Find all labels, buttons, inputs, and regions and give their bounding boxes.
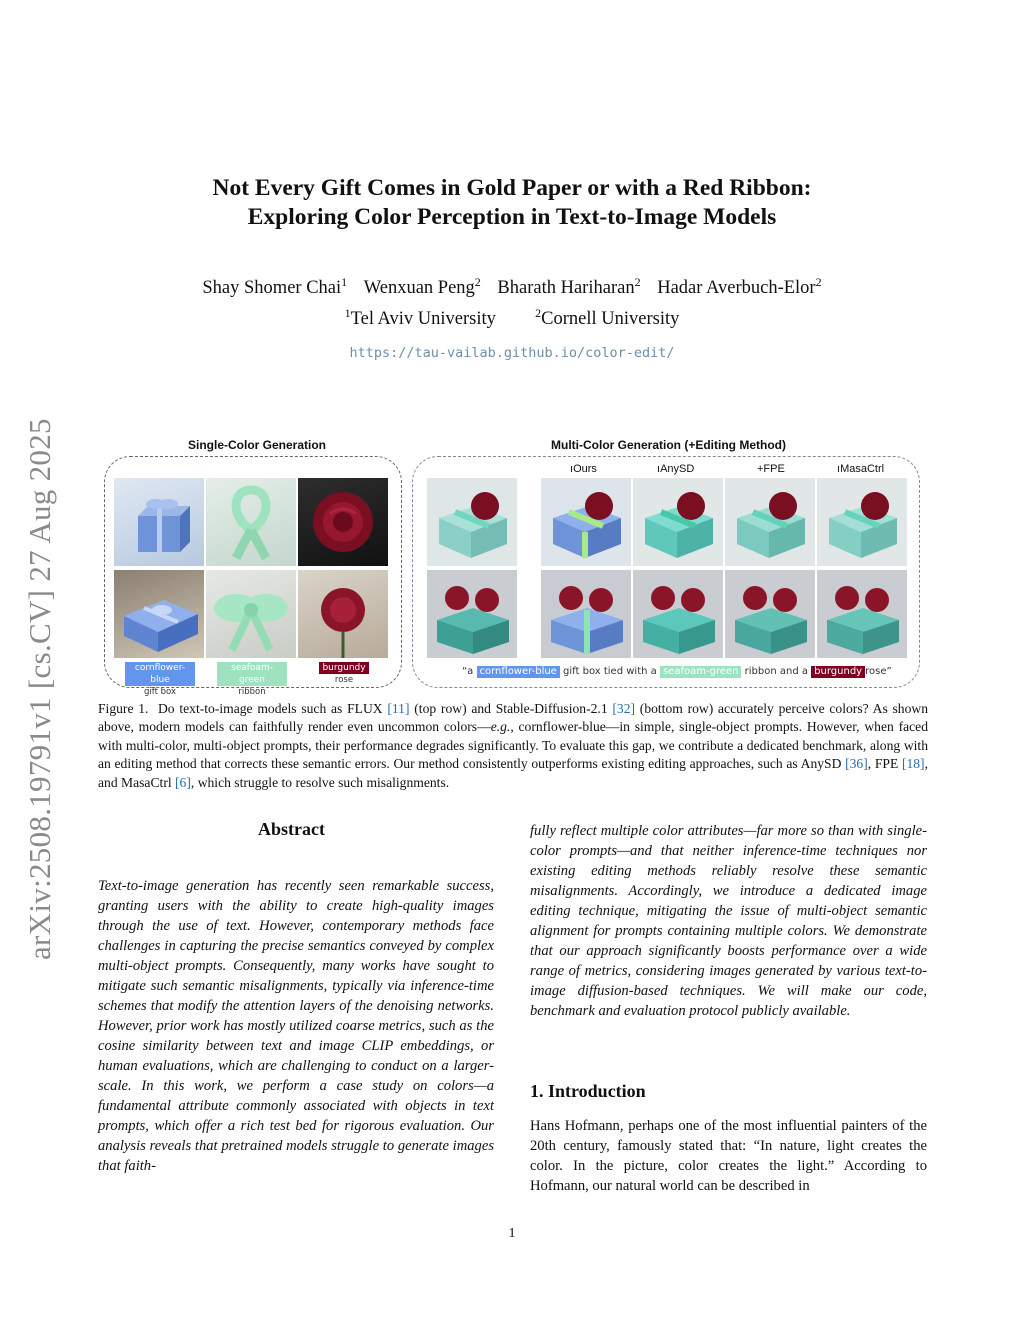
image-burgundy-rose-flux bbox=[298, 478, 388, 566]
arxiv-side-label: arXiv:2508.19791v1 [cs.CV] 27 Aug 2025 bbox=[22, 418, 57, 960]
paper-title bbox=[0, 174, 1024, 232]
image-multi-baseline-sd bbox=[427, 570, 517, 658]
method-label-ours: ıOurs bbox=[570, 463, 597, 475]
image-blue-gift-box-flux bbox=[114, 478, 204, 566]
image-burgundy-rose-sd bbox=[298, 570, 388, 658]
author-list bbox=[0, 270, 1024, 301]
abstract-left-column: Text-to-image generation has recently seen remarkable success, granting users with the ability to create high-quality images through the use of text. However, contemporary methods face challenges in capturing the precise semantics conveyed by complex multi-object prompts. Consequently, many works have sought to mitigate such semantic misalignments, typically via inference-time schemes that modify the attention layers of the denoising networks. However, prior work has mostly utilized coarse metrics, such as the cosine similarity between text and image CLIP embeddings, or human evaluations, which are challenging to conduct on a larger-scale. In this work, we perform a case study on colors—a fundamental attribute commonly associated with objects in text prompts, which offer a rich test bed for rigorous evaluation. Our analysis reveals that pretrained models struggle to generate images that faith- bbox=[98, 878, 494, 1174]
author-block bbox=[0, 270, 1024, 332]
single-caption-rose: burgundy rose bbox=[309, 662, 379, 686]
image-multi-masactrl-flux bbox=[817, 478, 907, 566]
image-green-ribbon-flux bbox=[206, 478, 296, 566]
affiliation: $^1$Tel Aviv University bbox=[344, 306, 496, 329]
image-multi-anysd-sd bbox=[633, 570, 723, 658]
abstract-right-column: fully reflect multiple color attributes—far more so than with single-color prompts—and that neither inference-time techniques nor existing editing methods reliably resolve these semantic misalignments. Accordingly, we introduce a dedicated image editing technique, mitigating the issue of multi-object semantic alignment for prompts containing multiple colors. We demonstrate that our approach significantly boosts performance over a wide range of metrics, considering images generated by various text-to-image diffusion-based techniques. We will make our code, benchmark and evaluation protocol publicly available. bbox=[530, 823, 927, 1019]
image-multi-baseline-flux bbox=[427, 478, 517, 566]
multi-color-prompt: “a cornflower-blue gift box tied with a seafoam-green ribbon and a burgundy rose” bbox=[462, 666, 892, 677]
citation-link[interactable]: [18] bbox=[901, 756, 925, 772]
image-multi-ours-flux bbox=[541, 478, 631, 566]
citation-link[interactable]: [36] bbox=[845, 756, 868, 772]
image-green-ribbon-sd bbox=[206, 570, 296, 658]
affiliation: $^2$Cornell University bbox=[535, 306, 680, 329]
method-label-anysd: ıAnySD bbox=[657, 463, 695, 475]
introduction-text: Hans Hofmann, perhaps one of the most influential painters of the 20th century, famously stated that: “In nature, light creates the color. In the picture, color creates the light.” According to Hofmann, our natural world can be described in bbox=[530, 1118, 927, 1194]
author: Wenxuan Peng$^2$ bbox=[363, 275, 481, 298]
title-line-1: Not Every Gift Comes in Gold Paper or with a Red Ribbon: bbox=[212, 175, 812, 201]
image-blue-gift-box-sd bbox=[114, 570, 204, 658]
author: Bharath Hariharan$^2$ bbox=[497, 275, 641, 298]
method-label-fpe: +FPE bbox=[757, 463, 785, 475]
page-number: 1 bbox=[508, 1226, 516, 1241]
citation-link[interactable]: [11] bbox=[387, 701, 410, 716]
abstract-heading: Abstract bbox=[258, 819, 325, 839]
author: Shay Shomer Chai$^1$ bbox=[202, 275, 348, 298]
single-color-heading: Single-Color Generation bbox=[188, 438, 327, 452]
image-multi-anysd-flux bbox=[633, 478, 723, 566]
citation-link[interactable]: [32] bbox=[612, 701, 636, 716]
project-url[interactable]: https://tau-vailab.github.io/color-edit/ bbox=[349, 345, 675, 361]
introduction-heading: 1. Introduction bbox=[530, 1081, 646, 1101]
image-multi-fpe-sd bbox=[725, 570, 815, 658]
image-multi-masactrl-sd bbox=[817, 570, 907, 658]
title-line-2: Exploring Color Perception in Text-to-Image Models bbox=[247, 204, 777, 230]
affiliation-list bbox=[0, 301, 1024, 332]
method-label-masactrl: ıMasaCtrl bbox=[837, 463, 885, 475]
single-caption-gift-box: cornflower-blue gift box bbox=[125, 662, 195, 698]
citation-link[interactable]: [6] bbox=[175, 774, 191, 790]
multi-color-heading: Multi-Color Generation (+Editing Method) bbox=[551, 438, 786, 452]
image-multi-ours-sd bbox=[541, 570, 631, 658]
image-multi-fpe-flux bbox=[725, 478, 815, 566]
single-caption-ribbon: seafoam-green ribbon bbox=[217, 662, 287, 698]
author: Hadar Averbuch-Elor$^2$ bbox=[657, 275, 822, 298]
figure-caption: Figure 1. Do text-to-image models such as FLUX [11] (top row) and Stable-Diffusion-2.1 [32] (bottom row) accurately perceive colors? As shown above, modern models can faithfully render even uncommon colors—e.g., cornflower-blue—in simple, single-object prompts. However, when faced with multi-color, multi-object prompts, their performance degrades significantly. To evaluate this gap, we contribute a dedicated benchmark, along with an editing method that corrects these semantic errors. Our method consistently outperforms existing editing approaches, such as AnySD [36], FPE [18], and MasaCtrl [6], which struggle to resolve such misalignments. bbox=[98, 701, 929, 790]
